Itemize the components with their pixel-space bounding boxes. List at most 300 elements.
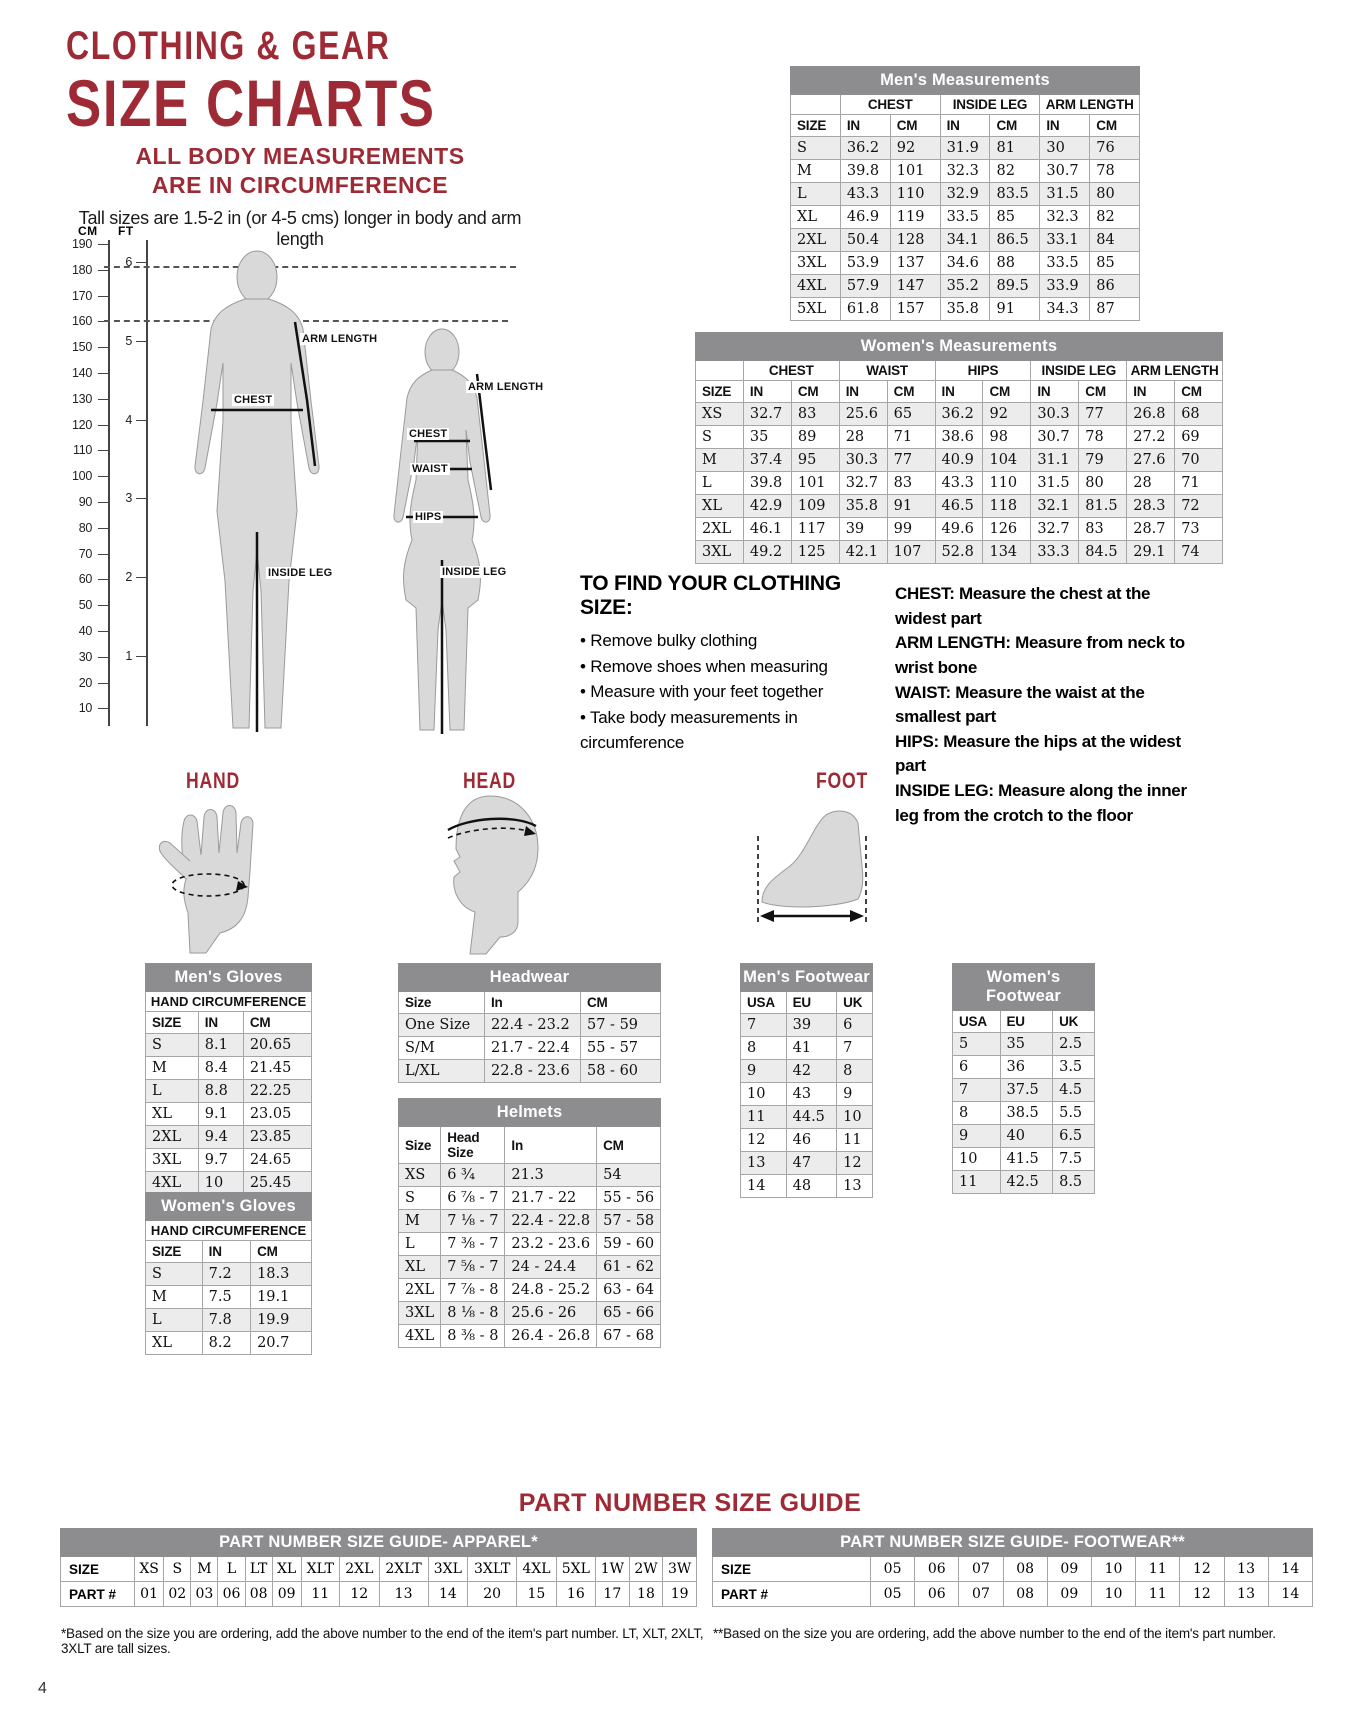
table-cell: 30.3 [839,449,887,472]
table-cell: 10 [741,1083,787,1106]
cm-tick-mark [98,631,110,632]
page-title [66,24,528,140]
table-cell: 10 [837,1106,873,1129]
table-cell: 18 [629,1582,663,1607]
cm-tick-mark [98,373,110,374]
table-cell: 42.1 [839,541,887,564]
table-cell: 42.5 [1000,1171,1053,1194]
column-header: IN [743,381,791,403]
table-cell: XL [146,1332,203,1355]
table-cell: 46.1 [743,518,791,541]
table-row [741,1060,873,1083]
table-cell: 12 [741,1129,787,1152]
table-cell: 2XL [146,1126,199,1149]
table-cell: L [146,1080,199,1103]
table-cell: 118 [983,495,1031,518]
table-cell: 19.9 [251,1309,312,1332]
cm-tick-mark [98,708,110,709]
table-cell: 6 ⅞ - 7 [441,1187,505,1210]
height-ruler [62,224,162,744]
ft-tick-label: 2 [125,569,132,584]
column-header: CM [791,381,839,403]
table-cell: 7.2 [202,1263,250,1286]
table-cell: 5.5 [1053,1102,1095,1125]
table-cell: 24.65 [243,1149,311,1172]
table-cell: 1W [596,1557,630,1582]
table-cell: 84 [1090,229,1140,252]
table-cell: 57.9 [840,275,890,298]
column-header: CM [887,381,935,403]
table-cell: 21.3 [505,1164,597,1187]
table-cell: 28 [1127,472,1175,495]
table-cell: 82 [990,160,1040,183]
table-cell: 52.8 [935,541,983,564]
table-cell: 101 [791,472,839,495]
table-cell: 40 [1000,1125,1053,1148]
table-cell: 32.3 [1040,206,1090,229]
table-cell: S [146,1034,199,1057]
table-cell: 91 [887,495,935,518]
table-cell: 36.2 [840,137,890,160]
table-title: Men's Measurements [791,67,1140,95]
table-cell: 126 [983,518,1031,541]
table-cell: XS [399,1164,441,1187]
table-row [146,1332,312,1355]
part-number-apparel-table [60,1528,697,1607]
table-row [146,1263,312,1286]
cm-tick-mark [98,657,110,658]
table-subtitle: HAND CIRCUMFERENCE [146,1221,312,1241]
group-header: INSIDE LEG [1031,361,1127,381]
table-cell: 30.7 [1040,160,1090,183]
womens-measurements-table [695,332,1223,564]
table-cell: 6 ¾ [441,1164,505,1187]
table-cell: 12 [340,1582,379,1607]
table-cell: 46.9 [840,206,890,229]
table-cell: 8 ⅛ - 8 [441,1302,505,1325]
part-row [713,1582,1313,1607]
table-cell: 44.5 [786,1106,837,1129]
column-header: USA [741,992,787,1014]
table-cell: 24 - 24.4 [505,1256,597,1279]
cm-tick-mark [98,450,110,451]
list-item: ARM LENGTH: Measure from neck to wrist bone [895,633,1185,677]
table-cell: 5XL [791,298,841,321]
title-line-1: CLOTHING & GEAR [66,24,391,68]
table-cell: 69 [1175,426,1223,449]
table-cell: 110 [983,472,1031,495]
table-cell: 3XL [791,252,841,275]
ft-tick-mark [136,656,148,657]
table-cell: 80 [1079,472,1127,495]
cm-tick-label: 100 [72,469,92,484]
table-cell: 99 [887,518,935,541]
table-cell: 23.85 [243,1126,311,1149]
table-cell: 9.7 [198,1149,243,1172]
female-arm-length-label: ARM LENGTH [468,381,544,393]
table-cell: 13 [741,1152,787,1175]
part-row [61,1582,697,1607]
table-cell: 13 [837,1175,873,1198]
table-cell: 53.9 [840,252,890,275]
row-label: PART # [713,1582,871,1607]
table-title: PART NUMBER SIZE GUIDE- APPAREL* [61,1529,697,1557]
table-cell: 21.7 - 22 [505,1187,597,1210]
table-cell: 55 - 56 [597,1187,661,1210]
cm-tick-mark [98,347,110,348]
table-cell: 50.4 [840,229,890,252]
table-row [146,1057,312,1080]
cm-tick-label: 170 [72,288,92,303]
column-header: EU [1000,1011,1053,1033]
table-row [399,1014,661,1037]
table-cell: LT [245,1557,272,1582]
male-inside-leg-label: INSIDE LEG [268,567,333,579]
table-cell: 89.5 [990,275,1040,298]
column-header: SIZE [696,381,744,403]
table-row [953,1079,1095,1102]
table-cell: XL [791,206,841,229]
table-cell: 40.9 [935,449,983,472]
table-cell: 68 [1175,403,1223,426]
table-cell: 49.2 [743,541,791,564]
table-cell: 32.7 [839,472,887,495]
helmets-table [398,1098,661,1348]
female-inside-leg-label: INSIDE LEG [442,566,507,578]
table-cell: 41 [786,1037,837,1060]
table-cell: 11 [741,1106,787,1129]
table-cell: 12 [1180,1582,1224,1607]
size-row [61,1557,697,1582]
table-title: PART NUMBER SIZE GUIDE- FOOTWEAR** [713,1529,1313,1557]
table-cell: 67 - 68 [597,1325,661,1348]
table-row [791,229,1140,252]
table-cell: 20.65 [243,1034,311,1057]
table-row [791,275,1140,298]
mens-measurements-table [790,66,1140,321]
table-cell: 16 [556,1582,595,1607]
table-cell: 18.3 [251,1263,312,1286]
column-header: IN [1127,381,1175,403]
table-cell: 26.4 - 26.8 [505,1325,597,1348]
table-cell: 32.7 [1031,518,1079,541]
table-cell: L [146,1309,203,1332]
table-cell: XL [272,1557,301,1582]
table-cell: 24.8 - 25.2 [505,1279,597,1302]
cm-tick-label: 160 [72,314,92,329]
table-row [399,1210,661,1233]
table-cell: 95 [791,449,839,472]
table-cell: XS [696,403,744,426]
table-cell: 110 [890,183,940,206]
table-cell: 65 [887,403,935,426]
table-cell: 06 [915,1582,959,1607]
mens-footwear-table [740,963,873,1198]
column-header: USA [953,1011,1001,1033]
table-row [399,1302,661,1325]
table-cell: 9 [953,1125,1001,1148]
cm-tick-mark [98,528,110,529]
column-header: CM [983,381,1031,403]
table-cell: S [146,1263,203,1286]
table-cell: 32.9 [940,183,990,206]
female-waist-label: WAIST [412,463,448,475]
title-line-2: SIZE CHARTS [66,66,436,140]
table-row [146,1286,312,1309]
table-cell: 20 [468,1582,517,1607]
table-cell: 12 [837,1152,873,1175]
ft-tick-label: 1 [125,648,132,663]
table-cell: 2XL [340,1557,379,1582]
instructions-title: TO FIND YOUR CLOTHING SIZE: [580,572,842,619]
instructions-list [580,628,880,756]
column-header: Size [399,992,485,1014]
column-header: IN [840,115,890,137]
column-header: SIZE [146,1241,203,1263]
womens-gloves-table [145,1192,312,1355]
table-cell: 36 [1000,1056,1053,1079]
table-cell: 73 [1175,518,1223,541]
table-title: Headwear [399,964,661,992]
cm-tick-mark [98,605,110,606]
female-chest-label: CHEST [409,428,448,440]
list-item: HIPS: Measure the hips at the widest part [895,731,1181,776]
table-cell: 7 ⅛ - 7 [441,1210,505,1233]
table-cell: 137 [890,252,940,275]
table-cell: 4XL [399,1325,441,1348]
table-row [741,1014,873,1037]
table-row [146,1309,312,1332]
table-cell: 85 [1090,252,1140,275]
ft-tick-label: 5 [125,334,132,348]
cm-tick-label: 190 [72,237,92,251]
column-header: In [485,992,581,1014]
table-cell: 2XL [791,229,841,252]
table-row [791,298,1140,321]
cm-tick-label: 90 [78,495,92,509]
column-header: CM [990,115,1040,137]
table-cell: 3XL [428,1557,467,1582]
table-cell: 11 [301,1582,340,1607]
table-cell: 125 [791,541,839,564]
table-cell: 7 ⅞ - 8 [441,1279,505,1302]
table-cell: 33.9 [1040,275,1090,298]
male-arm-length-label: ARM LENGTH [302,333,378,345]
cm-tick-mark [98,683,110,684]
cm-tick-label: 10 [78,701,92,716]
table-cell: 74 [1175,541,1223,564]
table-cell: 30.7 [1031,426,1079,449]
column-header: CM [243,1012,311,1034]
column-header: IN [839,381,887,403]
column-header: Head Size [441,1127,505,1164]
table-cell: 4.5 [1053,1079,1095,1102]
table-cell: 32.1 [1031,495,1079,518]
table-cell: 83 [1079,518,1127,541]
table-cell: 9 [741,1060,787,1083]
cm-tick-mark [98,296,110,297]
table-cell: 11 [837,1129,873,1152]
table-row [696,426,1223,449]
table-cell: 101 [890,160,940,183]
table-cell: 31.5 [1040,183,1090,206]
row-label: SIZE [713,1557,871,1582]
table-cell: 08 [245,1582,272,1607]
table-cell: XLT [301,1557,340,1582]
table-cell: 14 [428,1582,467,1607]
table-row [146,1034,312,1057]
list-item: • Remove bulky clothing [580,628,880,654]
table-cell: 10 [198,1172,243,1195]
table-cell: 82 [1090,206,1140,229]
table-cell: 28.3 [1127,495,1175,518]
male-figure [165,250,350,738]
table-cell: 39.8 [743,472,791,495]
table-cell: 32.3 [940,160,990,183]
table-cell: 17 [596,1582,630,1607]
column-header: CM [1079,381,1127,403]
table-cell: 2XL [696,518,744,541]
cm-tick-mark [98,399,110,400]
table-cell: 13 [1224,1582,1268,1607]
table-cell: 7 [837,1037,873,1060]
table-cell: 83 [887,472,935,495]
table-cell: 7 ⅝ - 7 [441,1256,505,1279]
table-cell: 41.5 [1000,1148,1053,1171]
table-cell: 71 [887,426,935,449]
group-header: ARM LENGTH [1040,95,1140,115]
table-row [399,1060,661,1083]
headwear-table [398,963,661,1083]
table-cell: 7 [741,1014,787,1037]
table-cell: 08 [1003,1582,1047,1607]
table-cell: 89 [791,426,839,449]
table-cell: L/XL [399,1060,485,1083]
table-cell: 07 [959,1557,1003,1582]
table-cell: 14 [741,1175,787,1198]
table-cell: M [191,1557,218,1582]
table-cell: 117 [791,518,839,541]
table-cell: 5XL [556,1557,595,1582]
table-row [953,1102,1095,1125]
table-row [741,1129,873,1152]
table-title: Men's Footwear [741,964,873,992]
table-cell: M [146,1286,203,1309]
table-title: Women's Measurements [696,333,1223,361]
table-cell: S [164,1557,191,1582]
part-number-footwear-table [712,1528,1313,1607]
table-row [953,1148,1095,1171]
group-header: HIPS [935,361,1031,381]
foot-section-heading: FOOT [816,768,869,793]
group-header: WAIST [839,361,935,381]
table-cell: 109 [791,495,839,518]
table-cell: 63 - 64 [597,1279,661,1302]
column-header: CM [251,1241,312,1263]
table-cell: 61 - 62 [597,1256,661,1279]
cm-tick-label: 140 [72,366,92,380]
table-row [696,403,1223,426]
column-header: CM [597,1127,661,1164]
head-illustration [428,790,550,962]
table-row [146,1103,312,1126]
table-row [791,137,1140,160]
table-cell: 43.3 [935,472,983,495]
table-row [741,1175,873,1198]
table-cell: L [696,472,744,495]
table-cell: 8 [837,1060,873,1083]
table-cell: 11 [1136,1557,1180,1582]
footwear-footnote: **Based on the size you are ordering, add the above number to the end of the item's part number. [713,1626,1276,1641]
table-cell: 35.2 [940,275,990,298]
table-cell: 119 [890,206,940,229]
table-cell: 35 [743,426,791,449]
cm-tick-mark [98,579,110,580]
table-cell: 46 [786,1129,837,1152]
table-cell: 9 [837,1083,873,1106]
table-cell: 61.8 [840,298,890,321]
table-cell: 34.1 [940,229,990,252]
sizing-instructions [580,572,880,756]
table-cell: 9.1 [198,1103,243,1126]
table-cell: 84.5 [1079,541,1127,564]
column-header: Size [399,1127,441,1164]
table-row [399,1279,661,1302]
tall-sizes-note: Tall sizes are 1.5-2 in (or 4-5 cms) longer in body and arm length [78,207,522,249]
column-header: IN [1031,381,1079,403]
table-cell: 29.1 [1127,541,1175,564]
column-header: IN [940,115,990,137]
table-cell: 26.8 [1127,403,1175,426]
table-cell: 19.1 [251,1286,312,1309]
table-cell: 22.8 - 23.6 [485,1060,581,1083]
table-cell: 10 [1091,1557,1135,1582]
table-cell: 03 [191,1582,218,1607]
table-cell: 13 [1224,1557,1268,1582]
table-cell: 34.6 [940,252,990,275]
table-cell: 06 [218,1582,245,1607]
table-cell: 88 [990,252,1040,275]
table-cell: M [399,1210,441,1233]
table-row [146,1149,312,1172]
table-cell: 3W [663,1557,697,1582]
table-cell: 39.8 [840,160,890,183]
table-row [399,1037,661,1060]
table-title: Men's Gloves [146,964,312,992]
apparel-footnote: *Based on the size you are ordering, add the above number to the end of the item's part number. LT, XLT, 2XLT, 3XLT are tall sizes. [61,1626,704,1656]
mens-gloves-table [145,963,312,1195]
ft-tick-label: 3 [125,491,132,506]
group-header: CHEST [840,95,940,115]
table-cell: 7.5 [1053,1148,1095,1171]
column-header: UK [837,992,873,1014]
hand-section-heading: HAND [186,768,241,793]
table-cell: 39 [786,1014,837,1037]
list-item: INSIDE LEG: Measure along the inner leg from the crotch to the floor [895,781,1187,825]
ruler-axis-cm [108,240,110,726]
cm-tick-label: 110 [72,443,92,458]
table-row [953,1171,1095,1194]
measurement-definitions [895,582,1197,828]
table-row [791,206,1140,229]
table-cell: 09 [1047,1557,1091,1582]
cm-tick-label: 80 [78,520,92,535]
table-row [741,1083,873,1106]
table-cell: S [696,426,744,449]
table-cell: 27.2 [1127,426,1175,449]
part-number-guide-heading: PART NUMBER SIZE GUIDE [518,1489,862,1517]
ruler-axis-ft [146,240,148,726]
